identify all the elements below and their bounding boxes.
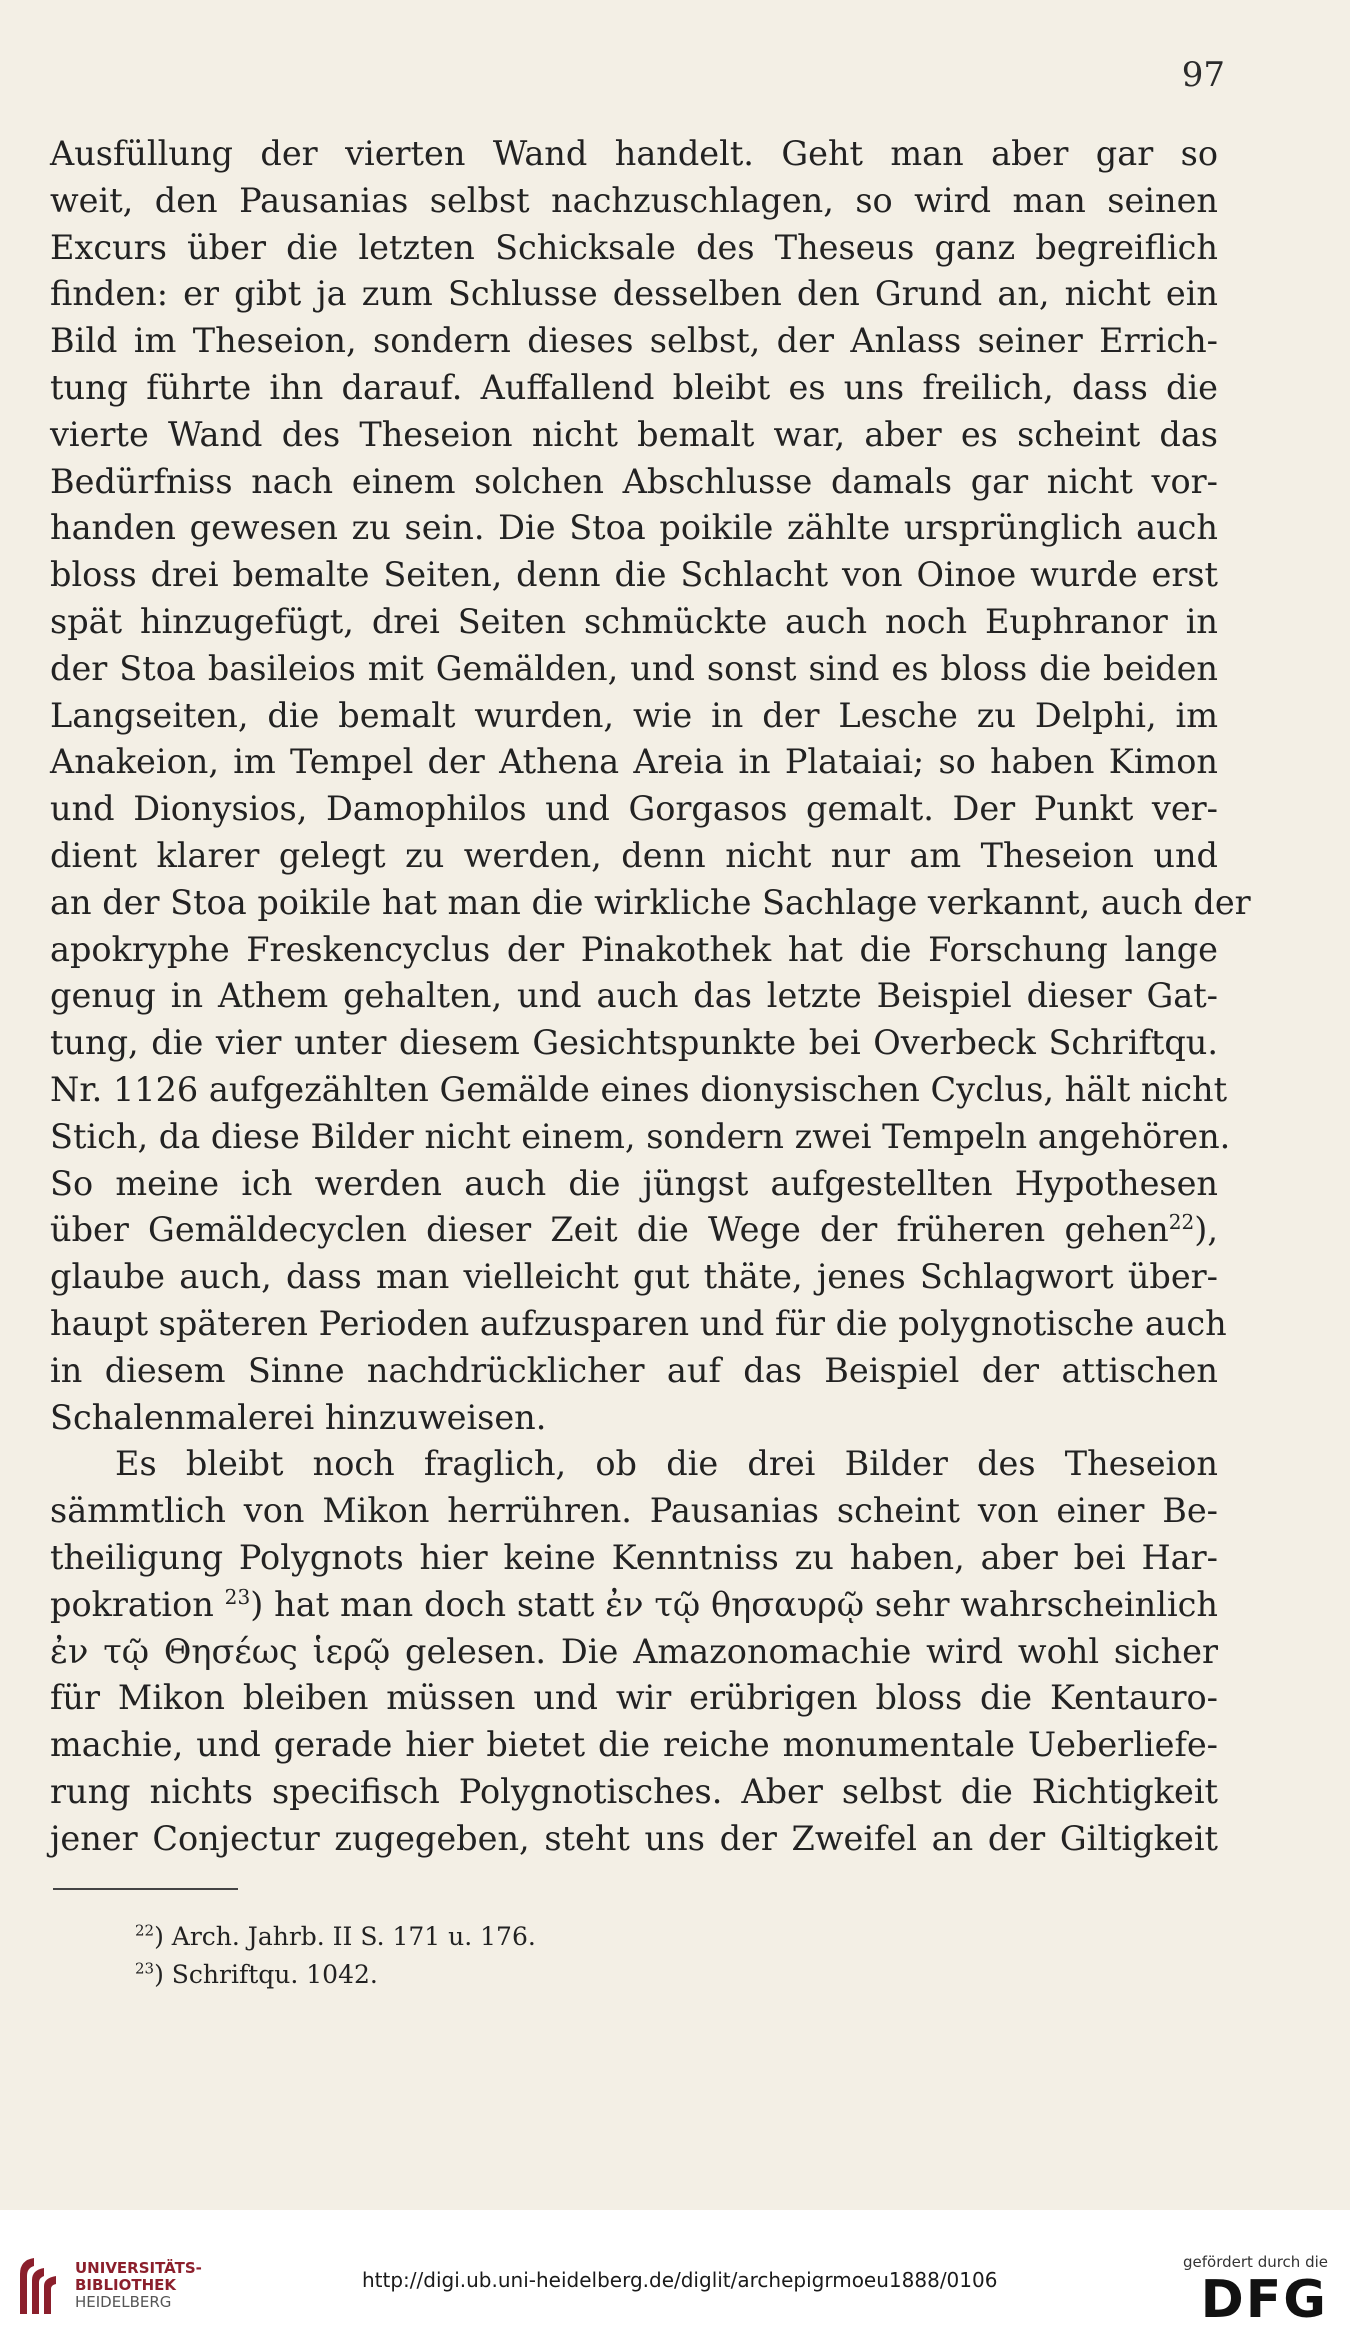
text-fragment: pokration — [50, 1584, 214, 1624]
text-line: So meine ich werden auch die jüngst aufgestellten Hypothesen — [50, 1163, 1218, 1203]
text-line: Ausfüllung der vierten Wand handelt. Geht man aber gar so — [50, 134, 1218, 173]
text-line: theiligung Polygnots hier keine Kenntniss zu haben, aber bei Har- — [50, 1537, 1218, 1577]
text-line: Es bleibt noch fraglich, ob die drei Bilder des Theseion — [115, 1444, 1218, 1484]
text-line: Stich, da diese Bilder nicht einem, sondern zwei Tempeln angehören. — [50, 1116, 1231, 1156]
text-line: Excurs über die letzten Schicksale des Theseus ganz begreiflich — [50, 227, 1218, 267]
footnote-23 — [135, 1956, 536, 1994]
footnote-mark: 22 — [135, 1921, 155, 1940]
footnotes — [135, 1918, 536, 1994]
text-line: Langseiten, die bemalt wurden, wie in der Lesche zu Delphi, im — [50, 695, 1218, 735]
text-line-with-footnote — [50, 1582, 1218, 1629]
text-fragment: über Gemäldecyclen dieser Zeit die Wege der früheren gehen — [50, 1210, 1169, 1250]
text-line: Bild im Theseion, sondern dieses selbst, der Anlass seiner Errich- — [50, 321, 1218, 361]
footnote-22 — [135, 1918, 536, 1956]
text-line: der Stoa basileios mit Gemälden, und sonst sind es bloss die beiden — [50, 648, 1218, 688]
footnote-divider — [53, 1888, 238, 1890]
permalink-url[interactable]: http://digi.ub.uni-heidelberg.de/diglit/archepigrmoeu1888/0106 — [362, 2268, 998, 2292]
body-text — [50, 131, 1251, 1862]
text-line: jener Conjectur zugegeben, steht uns der Zweifel an der Giltigkeit — [50, 1818, 1218, 1858]
footnote-text: ) Arch. Jahrb. II S. 171 u. 176. — [154, 1922, 536, 1951]
footnote-text: ) Schriftqu. 1042. — [154, 1960, 378, 1989]
text-line: haupt späteren Perioden aufzusparen und für die polygnotische auch — [50, 1303, 1227, 1343]
text-line: glaube auch, dass man vielleicht gut thäte, jenes Schlagwort über- — [50, 1257, 1218, 1297]
text-line: spät hinzugefügt, drei Seiten schmückte auch noch Euphranor in — [50, 601, 1218, 641]
text-line: Bedürfniss nach einem solchen Abschlusse damals gar nicht vor- — [50, 461, 1218, 501]
text-line: Schalenmalerei hinzuweisen. — [50, 1397, 547, 1437]
text-line: finden: er gibt ja zum Schlusse desselben den Grund an, nicht ein — [50, 274, 1218, 314]
funded-by-label: gefördert durch die — [1183, 2253, 1328, 2271]
text-line: apokryphe Freskencyclus der Pinakothek hat die Forschung lange — [50, 929, 1218, 969]
text-line: und Dionysios, Damophilos und Gorgasos gemalt. Der Punkt ver- — [50, 789, 1218, 829]
text-line: machie, und gerade hier bietet die reiche monumentale Ueberliefe- — [50, 1725, 1218, 1765]
university-library-logo-icon — [14, 2252, 66, 2320]
text-fragment: ) hat man doch statt ἐν τῷ θησαυρῷ sehr wahrscheinlich — [250, 1584, 1218, 1624]
university-library-name — [75, 2260, 202, 2311]
text-line: tung, die vier unter diesem Gesichtspunkte bei Overbeck Schriftqu. — [50, 1023, 1218, 1063]
text-line: in diesem Sinne nachdrücklicher auf das Beispiel der attischen — [50, 1350, 1218, 1390]
library-name-line: HEIDELBERG — [75, 2293, 172, 2311]
text-line: bloss drei bemalte Seiten, denn die Schlacht von Oinoe wurde erst — [50, 555, 1218, 595]
text-line: dient klarer gelegt zu werden, denn nicht nur am Theseion und — [50, 835, 1218, 875]
text-line: an der Stoa poikile hat man die wirkliche Sachlage verkannt, auch der — [50, 882, 1251, 922]
text-line: ἐν τῷ Θησέως ἱερῷ gelesen. Die Amazonomachie wird wohl sicher — [50, 1631, 1218, 1671]
text-line: genug in Athem gehalten, und auch das letzte Beispiel dieser Gat- — [50, 976, 1218, 1016]
text-line: tung führte ihn darauf. Auffallend bleibt es uns freilich, dass die — [50, 367, 1218, 407]
dfg-logo: DFG — [1200, 2270, 1328, 2330]
footnote-mark: 23 — [135, 1959, 155, 1978]
text-line: für Mikon bleiben müssen und wir erübrigen bloss die Kentauro- — [50, 1678, 1218, 1718]
page-number: 97 — [1181, 55, 1225, 95]
text-line: sämmtlich von Mikon herrühren. Pausanias scheint von einer Be- — [50, 1491, 1218, 1531]
text-line: weit, den Pausanias selbst nachzuschlagen, so wird man seinen — [50, 180, 1218, 220]
library-name-line: UNIVERSITÄTS- — [75, 2259, 202, 2277]
text-line: Nr. 1126 aufgezählten Gemälde eines dionysischen Cyclus, hält nicht — [50, 1069, 1228, 1109]
text-fragment: ), — [1194, 1210, 1218, 1250]
text-line: handen gewesen zu sein. Die Stoa poikile zählte ursprünglich auch — [50, 508, 1218, 548]
text-line-with-footnote — [50, 1207, 1218, 1254]
text-line: rung nichts specifisch Polygnotisches. Aber selbst die Richtigkeit — [50, 1771, 1218, 1811]
text-line: Anakeion, im Tempel der Athena Areia in Plataiai; so haben Kimon — [50, 742, 1218, 782]
footnote-ref-23: 23 — [224, 1584, 251, 1609]
footnote-ref-22: 22 — [1168, 1210, 1195, 1235]
text-line: vierte Wand des Theseion nicht bemalt war, aber es scheint das — [50, 414, 1218, 454]
library-name-line: BIBLIOTHEK — [75, 2276, 176, 2294]
